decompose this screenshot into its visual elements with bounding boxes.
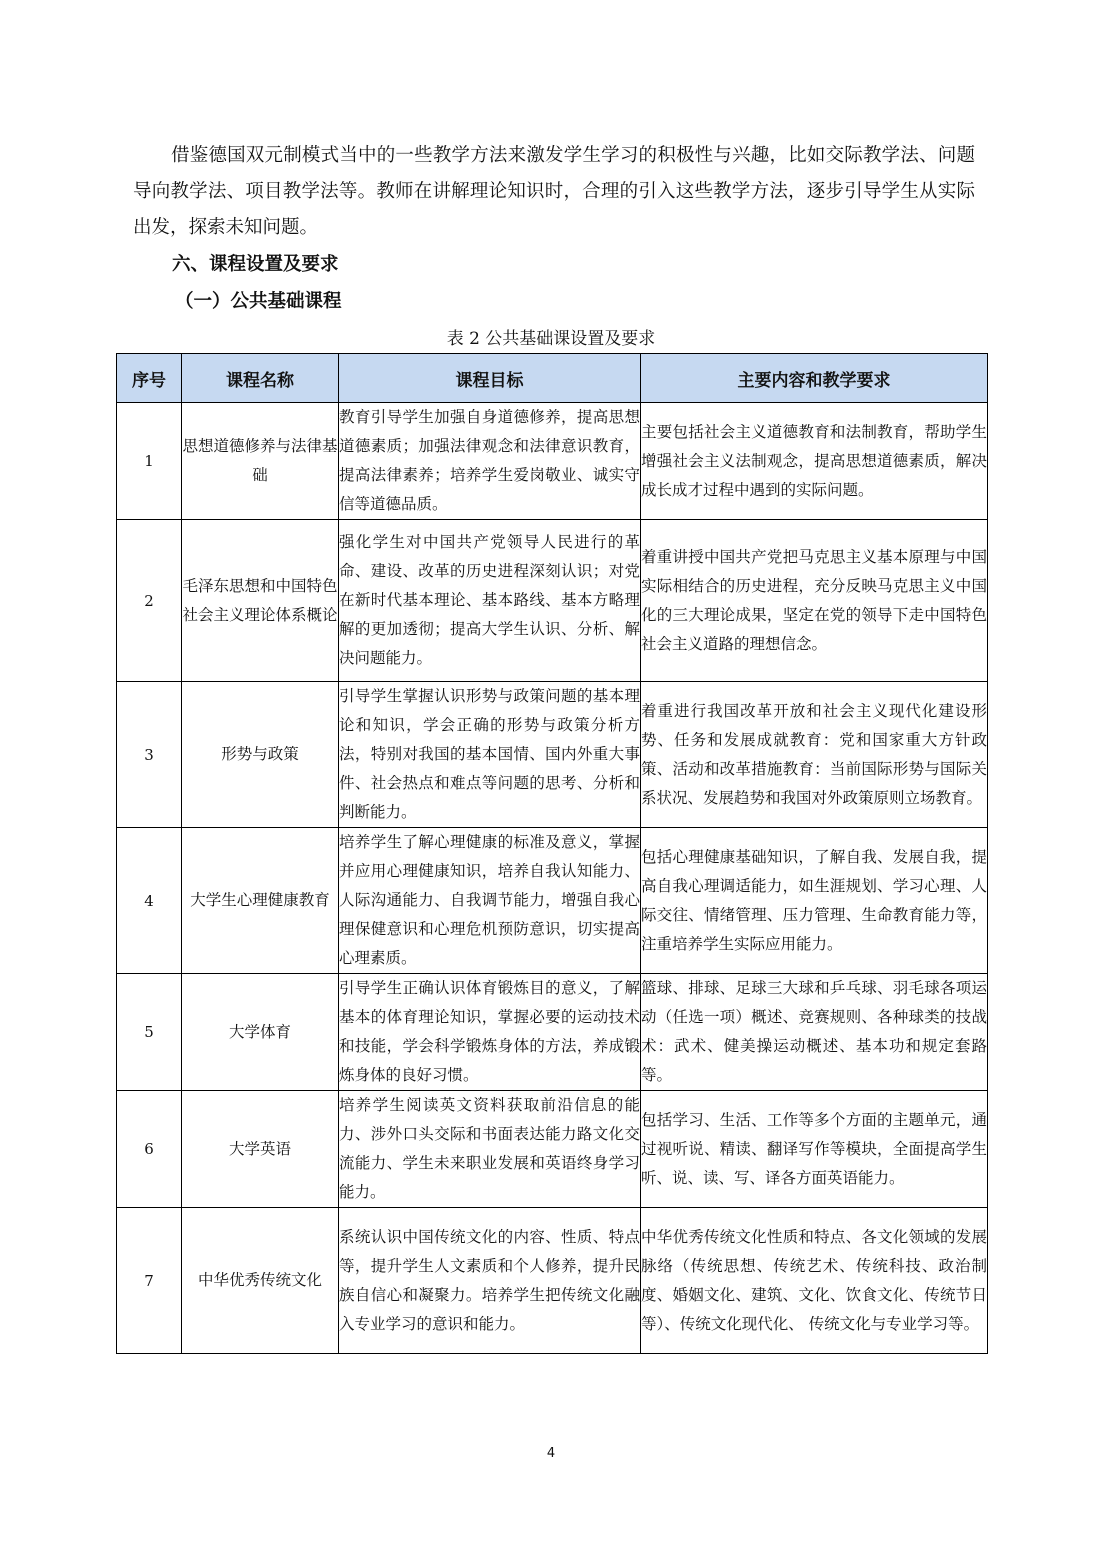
course-table [116, 353, 988, 1354]
row-course-name: 大学生心理健康教育 [182, 828, 339, 974]
row-number: 6 [117, 1091, 182, 1208]
row-course-content: 篮球、排球、足球三大球和乒乓球、羽毛球各项运动（任选一项）概述、竞赛规则、各种球类的技战术：武术、健美操运动概述、基本功和规定套路等。 [641, 974, 988, 1091]
table-row [117, 520, 988, 682]
header-course-name: 课程名称 [182, 354, 339, 403]
row-course-name: 大学体育 [182, 974, 339, 1091]
row-number: 2 [117, 520, 182, 682]
subsection-heading: （一）公共基础课程 [175, 291, 342, 312]
row-course-goal: 引导学生正确认识体育锻炼目的意义，了解基本的体育理论知识，掌握必要的运动技术和技能，学会科学锻炼身体的方法，养成锻炼身体的良好习惯。 [339, 974, 641, 1091]
row-course-content: 着重讲授中国共产党把马克思主义基本原理与中国实际相结合的历史进程，充分反映马克思主义中国化的三大理论成果，坚定在党的领导下走中国特色社会主义道路的理想信念。 [641, 520, 988, 682]
table-row [117, 1091, 988, 1208]
table-row [117, 828, 988, 974]
intro-paragraph: 借鉴德国双元制模式当中的一些教学方法来激发学生学习的积极性与兴趣，比如交际教学法、问题导向教学法、项目教学法等。教师在讲解理论知识时，合理的引入这些教学方法，逐步引导学生从实际出发，探索未知问题。 [133, 145, 975, 238]
row-course-content: 主要包括社会主义道德教育和法制教育，帮助学生增强社会主义法制观念，提高思想道德素质，解决成长成才过程中遇到的实际问题。 [641, 403, 988, 520]
row-number: 5 [117, 974, 182, 1091]
row-number: 3 [117, 682, 182, 828]
table-row [117, 1208, 988, 1354]
table-header-row [117, 354, 988, 403]
row-course-name: 中华优秀传统文化 [182, 1208, 339, 1354]
row-course-content: 包括学习、生活、工作等多个方面的主题单元，通过视听说、精读、翻译写作等模块，全面提高学生听、说、读、写、译各方面英语能力。 [641, 1091, 988, 1208]
row-course-name: 思想道德修养与法律基础 [182, 403, 339, 520]
section-heading: 六、课程设置及要求 [172, 254, 339, 275]
row-course-goal: 教育引导学生加强自身道德修养，提高思想道德素质；加强法律观念和法律意识教育，提高法律素养；培养学生爱岗敬业、诚实守信等道德品质。 [339, 403, 641, 520]
row-course-name: 形势与政策 [182, 682, 339, 828]
row-course-name: 大学英语 [182, 1091, 339, 1208]
table-row [117, 682, 988, 828]
row-number: 7 [117, 1208, 182, 1354]
row-course-content: 着重进行我国改革开放和社会主义现代化建设形势、任务和发展成就教育：党和国家重大方针政策、活动和改革措施教育：当前国际形势与国际关系状况、发展趋势和我国对外政策原则立场教育。 [641, 682, 988, 828]
row-course-goal: 系统认识中国传统文化的内容、性质、特点等，提升学生人文素质和个人修养，提升民族自信心和凝聚力。培养学生把传统文化融入专业学习的意识和能力。 [339, 1208, 641, 1354]
row-course-content: 中华优秀传统文化性质和特点、各文化领域的发展脉络（传统思想、传统艺术、传统科技、政治制度、婚姻文化、建筑、文化、饮食文化、传统节日等）、传统文化现代化、 传统文化与专业学习等。 [641, 1208, 988, 1354]
row-number: 4 [117, 828, 182, 974]
row-course-goal: 强化学生对中国共产党领导人民进行的革命、建设、改革的历史进程深刻认识；对党在新时代基本理论、基本路线、基本方略理解的更加透彻；提高大学生认识、分析、解决问题能力。 [339, 520, 641, 682]
table-row [117, 403, 988, 520]
header-number: 序号 [117, 354, 182, 403]
table-caption: 表 2 公共基础课设置及要求 [446, 329, 656, 349]
header-course-goal: 课程目标 [339, 354, 641, 403]
table-row [117, 974, 988, 1091]
row-course-goal: 培养学生阅读英文资料获取前沿信息的能力、涉外口头交际和书面表达能力路文化交流能力、学生未来职业发展和英语终身学习能力。 [339, 1091, 641, 1208]
header-content-requirements: 主要内容和教学要求 [641, 354, 988, 403]
row-course-goal: 培养学生了解心理健康的标准及意义，掌握并应用心理健康知识，培养自我认知能力、人际沟通能力、自我调节能力，增强自我心理保健意识和心理危机预防意识，切实提高心理素质。 [339, 828, 641, 974]
row-number: 1 [117, 403, 182, 520]
page-number: 4 [546, 1446, 556, 1461]
row-course-name: 毛泽东思想和中国特色社会主义理论体系概论 [182, 520, 339, 682]
row-course-content: 包括心理健康基础知识，了解自我、发展自我，提高自我心理调适能力，如生涯规划、学习心理、人际交往、情绪管理、压力管理、生命教育能力等，注重培养学生实际应用能力。 [641, 828, 988, 974]
row-course-goal: 引导学生掌握认识形势与政策问题的基本理论和知识，学会正确的形势与政策分析方法，特别对我国的基本国情、国内外重大事件、社会热点和难点等问题的思考、分析和判断能力。 [339, 682, 641, 828]
